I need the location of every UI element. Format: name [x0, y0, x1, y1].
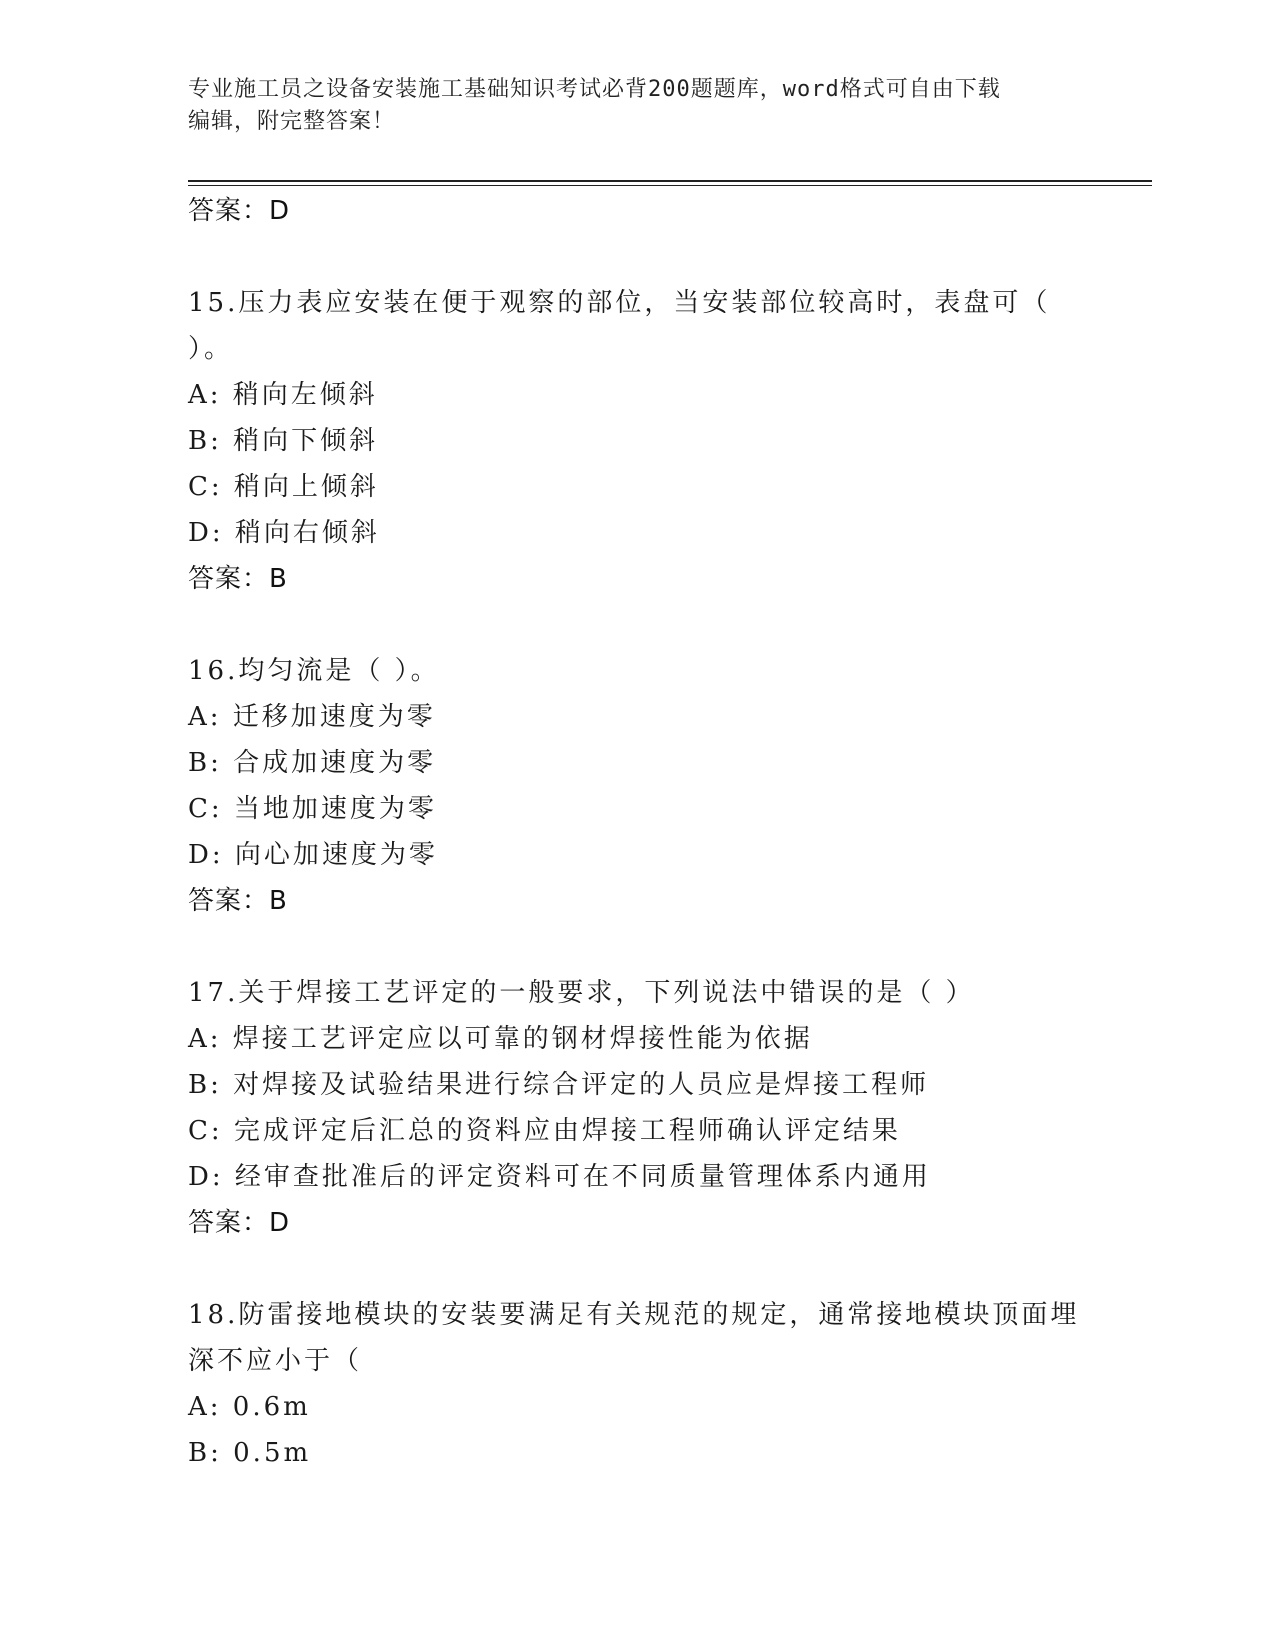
question-stem-continued: 深不应小于（: [188, 1346, 363, 1376]
header-line-1: 专业施工员之设备安装施工基础知识考试必背200题题库，word格式可自由下载: [188, 77, 1001, 102]
option-d: D: 经审查批准后的评定资料可在不同质量管理体系内通用: [188, 1162, 931, 1192]
question-18: [188, 1292, 1088, 1476]
document-header: [188, 74, 1088, 138]
option-d: D: 稍向右倾斜: [188, 518, 380, 548]
option-b: B: 合成加速度为零: [188, 748, 437, 778]
option-b: B: 稍向下倾斜: [188, 426, 379, 456]
option-a: A: 焊接工艺评定应以可靠的钢材焊接性能为依据: [188, 1024, 813, 1054]
option-c: C: 稍向上倾斜: [188, 472, 379, 502]
answer-line: 答案：D: [188, 196, 291, 226]
question-15: [188, 280, 1088, 602]
option-c: C: 完成评定后汇总的资料应由焊接工程师确认评定结果: [188, 1116, 901, 1146]
header-divider-thick: [188, 180, 1152, 182]
question-stem: 17.关于焊接工艺评定的一般要求，下列说法中错误的是（ ）: [188, 978, 975, 1008]
header-line-2: 编辑，附完整答案！: [188, 109, 396, 134]
question-list: [188, 188, 1088, 1476]
option-a: A: 迁移加速度为零: [188, 702, 436, 732]
answer-line: 答案：B: [188, 564, 288, 594]
question-stem: 18.防雷接地模块的安装要满足有关规范的规定，通常接地模块顶面埋: [188, 1300, 1080, 1330]
question-16: [188, 648, 1088, 924]
question-stem-continued: ）。: [188, 334, 234, 364]
option-b: B: 对焊接及试验结果进行综合评定的人员应是焊接工程师: [188, 1070, 930, 1100]
option-a: A: 稍向左倾斜: [188, 380, 378, 410]
header-divider-thin: [188, 185, 1152, 186]
option-a: A: 0.6m: [188, 1392, 311, 1422]
answer-line: 答案：B: [188, 886, 288, 916]
answer-line: 答案：D: [188, 1208, 291, 1238]
question-stem: 16.均匀流是（ ）。: [188, 656, 440, 686]
option-c: C: 当地加速度为零: [188, 794, 437, 824]
option-d: D: 向心加速度为零: [188, 840, 438, 870]
option-b: B: 0.5m: [188, 1438, 312, 1468]
question-stem: 15.压力表应安装在便于观察的部位，当安装部位较高时，表盘可（: [188, 288, 1051, 318]
question-17: [188, 970, 1088, 1246]
